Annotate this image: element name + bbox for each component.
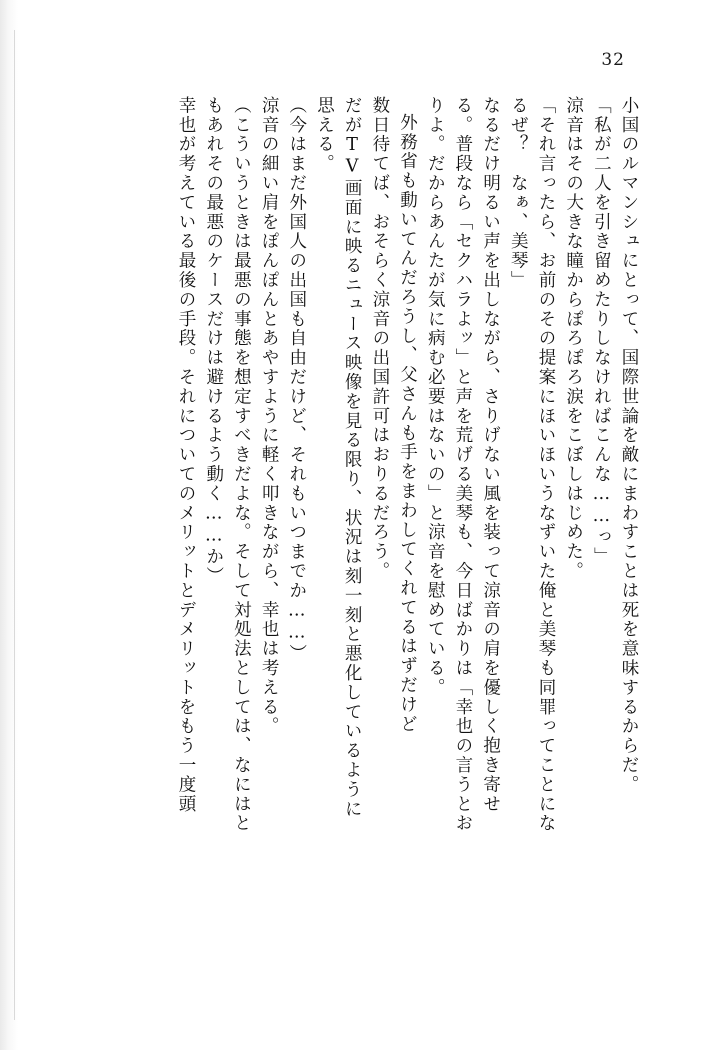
binding-edge-shadow [0,0,18,1050]
page-number: 32 [601,50,625,70]
vertical-text-block [60,96,637,976]
binding-edge-line [14,30,15,1020]
text-column: なるだけ明るい声を出しながら、さりげない風を装って涼音の肩を優しく抱き寄せ [480,96,501,814]
text-column: 「それ言ったら、お前のその提案にほいほいうなずいた俺と美琴も同罪ってことにな [535,96,556,834]
text-column: （こういうときは最悪の事態を想定すべきだよな。そして対処法としては、なにはと [231,96,252,834]
text-column: 涼音はその大きな瞳からぽろぽろ涙をこぼしはじめた。 [563,96,584,581]
text-column: りよ。だからあんたが気に病む必要はないの」と涼音を慰めている。 [425,96,446,698]
text-column: 外務省も動いてんだろうし、父さんも手をまわしてくれてるはずだけど [397,113,418,734]
text-column: だがTV画面に映るニュース映像を見る限り、状況は刻一刻と悪化しているように [342,96,363,819]
text-column: 思える。 [314,96,335,174]
text-column: 数日待てば、おそらく涼音の出国許可はおりるだろう。 [369,96,390,581]
text-column: 幸也が考えている最後の手段。それについてのメリットとデメリットをもう一度頭 [176,96,196,814]
text-column: （今はまだ外国人の出国も自由だけど、それもいつまでか……） [286,96,307,664]
text-column: るぜ？ なぁ、美琴」 [508,96,529,290]
text-column: 涼音の細い肩をぽんぽんとあやすように軽く叩きながら、幸也は考える。 [259,96,280,737]
text-column: 小国のルマンシュにとって、国際世論を敵にまわすことは死を意味するからだ。 [619,96,639,795]
text-column: る。普段なら「セクハラよッ」と声を荒げる美琴も、今日ばかりは「幸也の言うとお [452,96,473,834]
text-column: 「私が二人を引き留めたりしなければこんな……っ」 [591,96,612,567]
text-column: もあれその最悪のケースだけは避けるよう動く……か） [203,96,224,586]
